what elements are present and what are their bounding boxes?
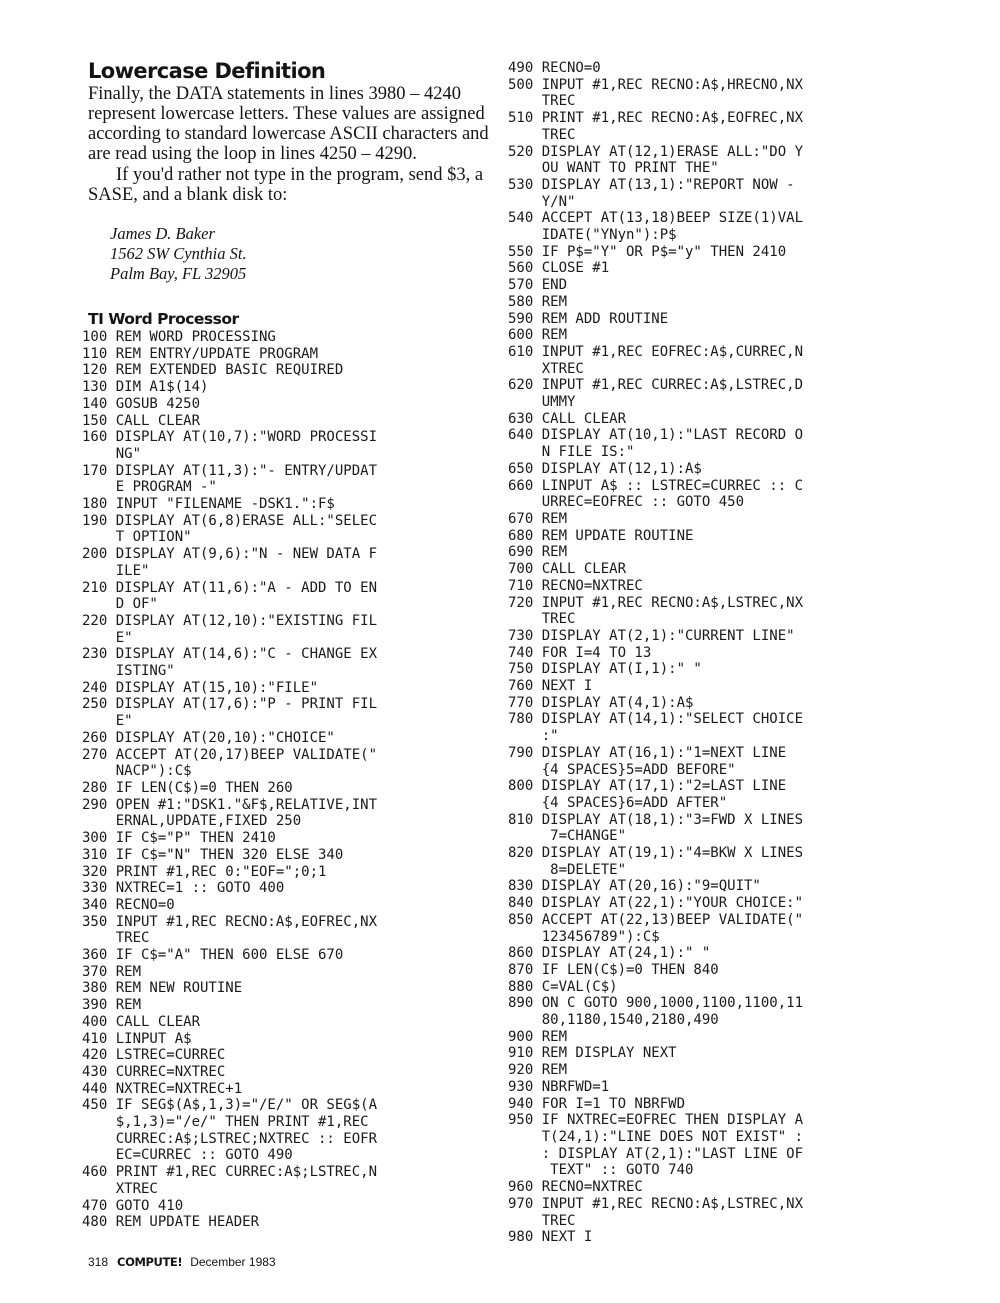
- code-line: 510 PRINT #1,REC RECNO:A$,EOFREC,NX: [508, 110, 804, 127]
- code-line: 650 DISPLAY AT(12,1):A$: [508, 460, 702, 477]
- program-listing-left: [82, 329, 498, 1231]
- code-line: 560 CLOSE #1: [508, 260, 610, 277]
- code-line: N FILE IS:": [508, 444, 635, 461]
- code-line: 7=CHANGE": [508, 828, 627, 845]
- code-line: 790 DISPLAY AT(16,1):"1=NEXT LINE: [508, 744, 787, 761]
- code-line: 160 DISPLAY AT(10,7):"WORD PROCESSI: [82, 429, 378, 446]
- code-line: TEXT" :: GOTO 740: [508, 1162, 694, 1179]
- code-line: 700 CALL CLEAR: [508, 561, 627, 578]
- code-line: 220 DISPLAY AT(12,10):"EXISTING FIL: [82, 612, 378, 629]
- code-line: 280 IF LEN(C$)=0 THEN 260: [82, 779, 293, 796]
- code-line: 800 DISPLAY AT(17,1):"2=LAST LINE: [508, 778, 787, 795]
- issue-date: December 1983: [190, 1255, 276, 1269]
- code-line: 950 IF NXTREC=EOFREC THEN DISPLAY A: [508, 1112, 804, 1129]
- code-line: 250 DISPLAY AT(17,6):"P - PRINT FIL: [82, 696, 378, 713]
- code-line: 630 CALL CLEAR: [508, 410, 627, 427]
- code-line: 940 FOR I=1 TO NBRFWD: [508, 1095, 686, 1112]
- code-line: : DISPLAY AT(2,1):"LAST LINE OF: [508, 1145, 804, 1162]
- code-line: NACP"):C$: [82, 763, 192, 780]
- paragraph-order-disk: If you'd rather not type in the program, send $3, a SASE, and a blank disk to:: [88, 165, 484, 205]
- code-line: 870 IF LEN(C$)=0 THEN 840: [508, 961, 719, 978]
- address-name: James D. Baker: [110, 224, 215, 243]
- code-line: D OF": [82, 596, 158, 613]
- code-line: 820 DISPLAY AT(19,1):"4=BKW X LINES: [508, 845, 804, 862]
- code-line: 860 DISPLAY AT(24,1):" ": [508, 945, 711, 962]
- code-line: 130 DIM A1$(14): [82, 379, 209, 396]
- code-line: {4 SPACES}5=ADD BEFORE": [508, 761, 736, 778]
- page-number: 318: [88, 1255, 109, 1269]
- code-line: ERNAL,UPDATE,FIXED 250: [82, 813, 302, 830]
- address-city: Palm Bay, FL 32905: [110, 264, 247, 283]
- right-column: [508, 60, 948, 1246]
- code-line: E": [82, 713, 133, 730]
- code-line: 340 RECNO=0: [82, 896, 175, 913]
- paragraph-lowercase: Finally, the DATA statements in lines 3980 – 4240 represent lowercase letters. These values are assigned according to standard lowercase ASCII characters and are read using the loop in lines 4250 – 4290.: [88, 84, 489, 164]
- code-line: 180 INPUT "FILENAME -DSK1.":F$: [82, 496, 335, 513]
- code-line: 310 IF C$="N" THEN 320 ELSE 340: [82, 846, 344, 863]
- code-line: TREC: [508, 126, 576, 143]
- code-line: 460 PRINT #1,REC CURREC:A$;LSTREC,N: [82, 1164, 378, 1181]
- code-line: 740 FOR I=4 TO 13: [508, 644, 652, 661]
- code-line: 470 GOTO 410: [82, 1197, 184, 1214]
- code-line: NG": [82, 445, 142, 462]
- code-line: 100 REM WORD PROCESSING: [82, 329, 276, 345]
- code-line: 170 DISPLAY AT(11,3):"- ENTRY/UPDAT: [82, 462, 378, 479]
- code-line: 550 IF P$="Y" OR P$="y" THEN 2410: [508, 243, 787, 260]
- code-line: 970 INPUT #1,REC RECNO:A$,LSTREC,NX: [508, 1195, 804, 1212]
- code-line: 980 NEXT I: [508, 1229, 593, 1246]
- code-line: 270 ACCEPT AT(20,17)BEEP VALIDATE(": [82, 746, 378, 763]
- address-street: 1562 SW Cynthia St.: [110, 244, 247, 263]
- code-line: 480 REM UPDATE HEADER: [82, 1214, 260, 1231]
- code-line: 770 DISPLAY AT(4,1):A$: [508, 694, 694, 711]
- code-line: 750 DISPLAY AT(I,1):" ": [508, 661, 702, 678]
- code-line: 290 OPEN #1:"DSK1."&F$,RELATIVE,INT: [82, 796, 378, 813]
- code-line: 150 CALL CLEAR: [82, 412, 201, 429]
- code-line: 900 REM: [508, 1028, 568, 1045]
- code-line: 930 NBRFWD=1: [508, 1078, 610, 1095]
- code-line: 300 IF C$="P" THEN 2410: [82, 830, 276, 847]
- page-footer: [88, 1255, 276, 1269]
- code-line: TREC: [82, 930, 150, 947]
- code-line: 420 LSTREC=CURREC: [82, 1047, 226, 1064]
- code-line: TREC: [508, 1212, 576, 1229]
- code-line: 430 CURREC=NXTREC: [82, 1063, 226, 1080]
- code-line: 450 IF SEG$(A$,1,3)="/E/" OR SEG$(A: [82, 1097, 378, 1114]
- section-heading: Lowercase Definition: [88, 59, 326, 83]
- code-line: EC=CURREC :: GOTO 490: [82, 1147, 293, 1164]
- code-line: 610 INPUT #1,REC EOFREC:A$,CURREC,N: [508, 343, 804, 360]
- code-line: 80,1180,1540,2180,490: [508, 1012, 719, 1029]
- code-line: 910 REM DISPLAY NEXT: [508, 1045, 677, 1062]
- code-line: 400 CALL CLEAR: [82, 1013, 201, 1030]
- code-line: 110 REM ENTRY/UPDATE PROGRAM: [82, 345, 319, 362]
- code-line: 810 DISPLAY AT(18,1):"3=FWD X LINES: [508, 811, 804, 828]
- code-line: 360 IF C$="A" THEN 600 ELSE 670: [82, 947, 344, 964]
- code-line: XTREC: [508, 360, 584, 377]
- code-line: 600 REM: [508, 327, 568, 344]
- code-line: 440 NXTREC=NXTREC+1: [82, 1080, 243, 1097]
- code-line: 620 INPUT #1,REC CURREC:A$,LSTREC,D: [508, 377, 804, 394]
- code-line: 370 REM: [82, 963, 142, 980]
- code-line: 780 DISPLAY AT(14,1):"SELECT CHOICE: [508, 711, 804, 728]
- code-line: 570 END: [508, 277, 568, 294]
- code-line: 210 DISPLAY AT(11,6):"A - ADD TO EN: [82, 579, 378, 596]
- code-line: 730 DISPLAY AT(2,1):"CURRENT LINE": [508, 627, 795, 644]
- code-line: 580 REM: [508, 293, 568, 310]
- code-line: UMMY: [508, 394, 576, 411]
- code-line: ISTING": [82, 663, 175, 680]
- code-line: 260 DISPLAY AT(20,10):"CHOICE": [82, 729, 335, 746]
- code-line: 660 LINPUT A$ :: LSTREC=CURREC :: C: [508, 477, 804, 494]
- mailing-address: [110, 224, 498, 284]
- code-line: $,1,3)="/e/" THEN PRINT #1,REC: [82, 1114, 369, 1131]
- code-line: 670 REM: [508, 510, 568, 527]
- code-line: 200 DISPLAY AT(9,6):"N - NEW DATA F: [82, 546, 378, 563]
- code-line: OU WANT TO PRINT THE": [508, 160, 719, 177]
- code-line: 530 DISPLAY AT(13,1):"REPORT NOW -: [508, 176, 795, 193]
- code-line: 240 DISPLAY AT(15,10):"FILE": [82, 679, 319, 696]
- code-line: E PROGRAM -": [82, 479, 217, 496]
- code-line: 710 RECNO=NXTREC: [508, 577, 643, 594]
- code-line: 920 REM: [508, 1062, 568, 1079]
- code-line: T OPTION": [82, 529, 192, 546]
- listing-title: TI Word Processor: [88, 310, 239, 328]
- code-line: CURREC:A$;LSTREC;NXTREC :: EOFR: [82, 1130, 378, 1147]
- code-line: T(24,1):"LINE DOES NOT EXIST" :: [508, 1129, 804, 1145]
- code-line: 140 GOSUB 4250: [82, 395, 201, 412]
- code-line: 120 REM EXTENDED BASIC REQUIRED: [82, 362, 344, 379]
- code-line: :": [508, 728, 559, 745]
- code-line: TREC: [508, 611, 576, 628]
- left-column: [82, 58, 498, 1231]
- code-line: 880 C=VAL(C$): [508, 978, 618, 995]
- code-line: 640 DISPLAY AT(10,1):"LAST RECORD O: [508, 427, 804, 444]
- code-line: 760 NEXT I: [508, 678, 593, 695]
- code-line: 890 ON C GOTO 900,1000,1100,1100,11: [508, 995, 804, 1012]
- code-line: ILE": [82, 562, 150, 579]
- code-line: 520 DISPLAY AT(12,1)ERASE ALL:"DO Y: [508, 143, 804, 160]
- code-line: 380 REM NEW ROUTINE: [82, 980, 243, 997]
- code-line: 230 DISPLAY AT(14,6):"C - CHANGE EX: [82, 646, 378, 663]
- code-line: 123456789"):C$: [508, 928, 660, 945]
- code-line: 850 ACCEPT AT(22,13)BEEP VALIDATE(": [508, 911, 804, 928]
- code-line: 410 LINPUT A$: [82, 1030, 192, 1047]
- code-line: URREC=EOFREC :: GOTO 450: [508, 494, 745, 511]
- code-line: 720 INPUT #1,REC RECNO:A$,LSTREC,NX: [508, 594, 804, 611]
- code-line: 390 REM: [82, 997, 142, 1014]
- code-line: 330 NXTREC=1 :: GOTO 400: [82, 880, 285, 897]
- code-line: Y/N": [508, 193, 576, 210]
- code-line: 680 REM UPDATE ROUTINE: [508, 527, 694, 544]
- code-line: 350 INPUT #1,REC RECNO:A$,EOFREC,NX: [82, 913, 378, 930]
- program-listing-right: [508, 60, 948, 1246]
- code-line: 320 PRINT #1,REC 0:"EOF=";0;1: [82, 863, 327, 880]
- code-line: TREC: [508, 93, 576, 110]
- code-line: 490 RECNO=0: [508, 60, 601, 76]
- code-line: 190 DISPLAY AT(6,8)ERASE ALL:"SELEC: [82, 512, 378, 529]
- code-line: 690 REM: [508, 544, 568, 561]
- code-line: 960 RECNO=NXTREC: [508, 1179, 643, 1196]
- magazine-name: COMPUTE!: [117, 1255, 183, 1269]
- code-line: 840 DISPLAY AT(22,1):"YOUR CHOICE:": [508, 895, 804, 912]
- code-line: E": [82, 629, 133, 646]
- code-line: 830 DISPLAY AT(20,16):"9=QUIT": [508, 878, 761, 895]
- code-line: 500 INPUT #1,REC RECNO:A$,HRECNO,NX: [508, 76, 804, 93]
- code-line: 590 REM ADD ROUTINE: [508, 310, 669, 327]
- code-line: 8=DELETE": [508, 861, 627, 878]
- code-line: {4 SPACES}6=ADD AFTER": [508, 794, 728, 811]
- code-line: XTREC: [82, 1180, 158, 1197]
- code-line: 540 ACCEPT AT(13,18)BEEP SIZE(1)VAL: [508, 210, 804, 227]
- code-line: IDATE("YNyn"):P$: [508, 227, 677, 244]
